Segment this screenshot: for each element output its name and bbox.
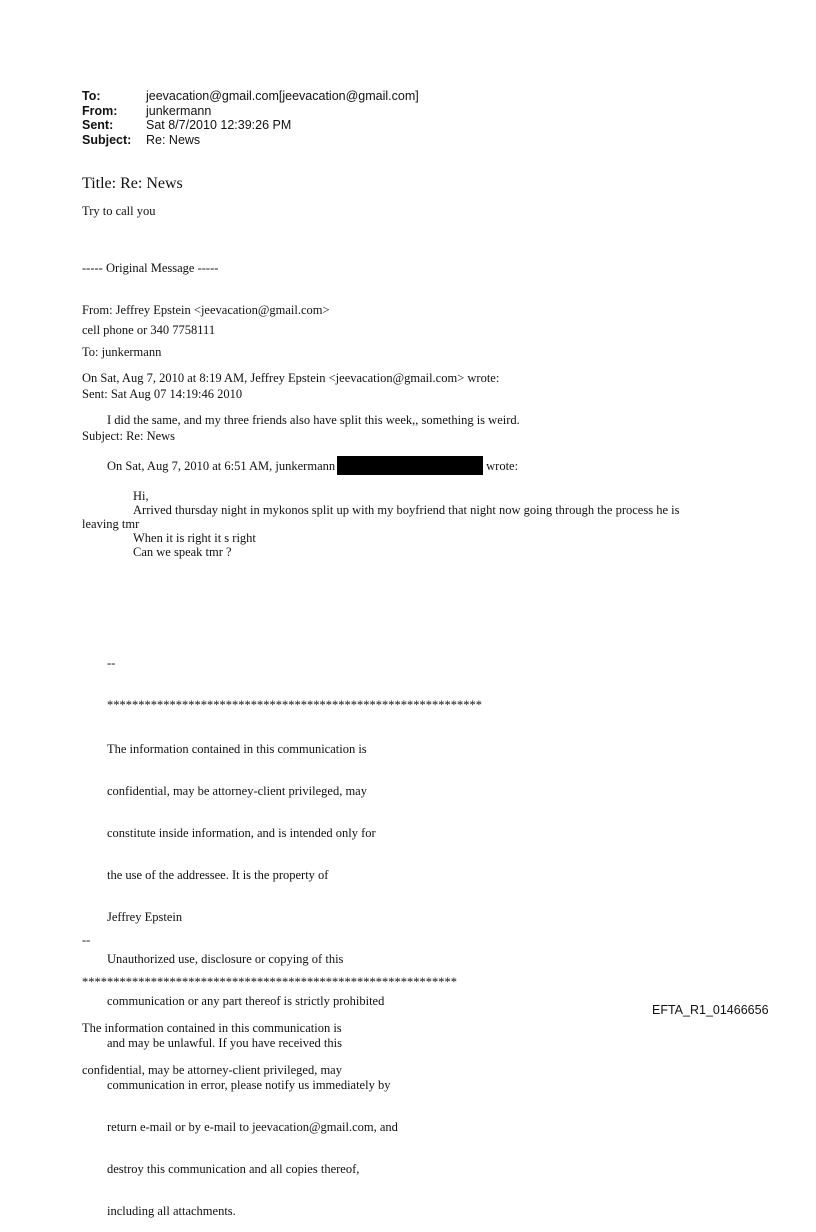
disclaimer-line: communication in error, please notify us immediately by	[107, 1078, 391, 1092]
disclaimer-line: constitute inside information, and is intended only for	[107, 826, 376, 840]
original-line: To: junkermann	[82, 345, 162, 359]
quote2-line: Can we speak tmr ?	[133, 545, 232, 559]
disclaimer-line: The information contained in this communication is	[107, 742, 367, 756]
disclaimer-line: The information contained in this communication is	[82, 1021, 342, 1035]
cell-phone-text: cell phone or 340 7758111	[82, 323, 216, 337]
original-line: Subject: Re: News	[82, 429, 176, 443]
sig-dash: --	[82, 933, 91, 947]
quote2-line: When it is right it s right	[133, 531, 256, 545]
disclaimer-line: the use of the addressee. It is the property of	[107, 868, 329, 882]
quote2-line: leaving tmr	[82, 517, 140, 531]
sig-stars: ************************************************************	[107, 698, 482, 712]
email-header	[82, 89, 419, 147]
sig-dash: --	[107, 656, 116, 670]
signature-block-2	[82, 905, 457, 1091]
reply-text: Try to call you	[82, 204, 156, 218]
disclaimer-line: including all attachments.	[107, 1204, 236, 1218]
quote1-text: I did the same, and my three friends also have split this week,, something is weird.	[107, 413, 520, 427]
quote2-header	[107, 456, 518, 475]
subject-value: Re: News	[146, 132, 201, 147]
quote1-header: On Sat, Aug 7, 2010 at 8:19 AM, Jeffrey Epstein <jeevacation@gmail.com> wrote:	[82, 371, 500, 385]
sent-label: Sent:	[82, 118, 114, 132]
disclaimer-line: Jeffrey Epstein	[107, 910, 183, 924]
disclaimer-line: and may be unlawful. If you have received this	[107, 1036, 342, 1050]
document-title: Title: Re: News	[82, 175, 183, 192]
quote2-line: Hi,	[133, 489, 149, 503]
from-label: From:	[82, 103, 118, 118]
sent-value: Sat 8/7/2010 12:39:26 PM	[146, 118, 292, 132]
quote2-line: Arrived thursday night in mykonos split up with my boyfriend that night now going through the process he is	[133, 503, 680, 517]
disclaimer-line: confidential, may be attorney-client privileged, may	[82, 1063, 342, 1077]
disclaimer-line: return e-mail or by e-mail to jeevacation@gmail.com, and	[107, 1120, 398, 1134]
sig-stars: ************************************************************	[82, 975, 457, 989]
quote2-header-pre: On Sat, Aug 7, 2010 at 6:51 AM, junkermann	[107, 459, 336, 473]
disclaimer-line: destroy this communication and all copies thereof,	[107, 1162, 360, 1176]
to-label: To:	[82, 89, 101, 103]
from-value: junkermann	[146, 103, 212, 118]
redaction-box	[337, 456, 483, 475]
original-line: Sent: Sat Aug 07 14:19:46 2010	[82, 387, 243, 401]
to-value: jeevacation@gmail.com[jeevacation@gmail.com]	[146, 89, 419, 103]
disclaimer-line: communication or any part thereof is strictly prohibited	[107, 994, 385, 1008]
quote2-header-post: wrote:	[486, 459, 519, 473]
subject-label: Subject:	[82, 132, 132, 147]
disclaimer-line: confidential, may be attorney-client privileged, may	[107, 784, 367, 798]
disclaimer-line: Unauthorized use, disclosure or copying of this	[107, 952, 344, 966]
original-line: ----- Original Message -----	[82, 261, 219, 275]
original-line: From: Jeffrey Epstein <jeevacation@gmail.com>	[82, 303, 330, 317]
bates-number: EFTA_R1_01466656	[652, 1003, 769, 1017]
